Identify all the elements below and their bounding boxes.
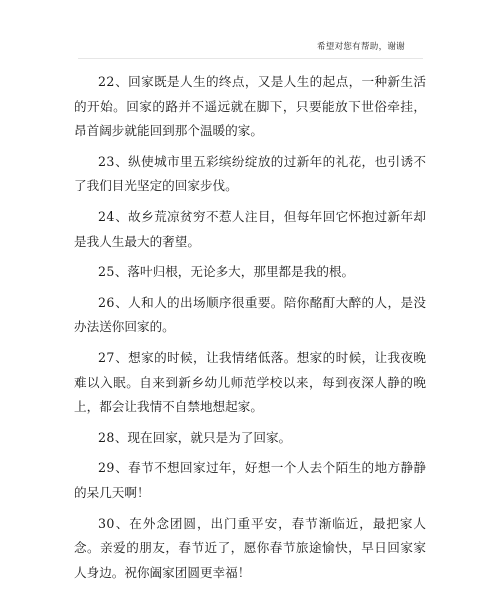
paragraph-28 <box>74 426 426 451</box>
paragraph-number: 25 <box>98 264 115 280</box>
paragraph-number: 24 <box>98 208 115 224</box>
paragraph-number: 28 <box>98 429 115 445</box>
paragraph-text: 、纵使城市里五彩缤纷绽放的过新年的礼花，也引诱不了我们目光坚定的回家步伐。 <box>74 153 426 194</box>
paragraph-27 <box>74 346 426 420</box>
paragraph-29 <box>74 456 426 505</box>
paragraph-25 <box>74 260 426 285</box>
paragraph-text: 、人和人的出场顺序很重要。陪你酩酊大醉的人，是没办法送你回家的。 <box>74 294 426 335</box>
document-body <box>74 70 426 591</box>
paragraph-number: 26 <box>98 294 115 310</box>
paragraph-number: 22 <box>98 74 115 89</box>
paragraph-text: 、回家既是人生的终点，又是人生的起点，一种新生活的开始。回家的路并不遥远就在脚下，只要能放下世俗牵挂，昂首阔步就能回到那个温暖的家。 <box>74 74 426 139</box>
header-note: 希望对您有帮助，谢谢 <box>316 42 405 52</box>
paragraph-number: 23 <box>98 153 115 169</box>
paragraph-number: 27 <box>98 349 115 365</box>
paragraph-23 <box>74 150 426 199</box>
paragraph-text: 、落叶归根，无论多大，那里都是我的根。 <box>114 264 355 280</box>
paragraph-30 <box>74 512 426 586</box>
paragraph-text: 、在外念团圆，出门重平安，春节渐临近，最把家人念。亲爱的朋友，春节近了，愿你春节旅途愉快，早日回家家人身边。祝你阖家团圆更幸福！ <box>74 515 426 580</box>
paragraph-24 <box>74 205 426 254</box>
paragraph-text: 、故乡荒凉贫穷不惹人注目，但每年回它怀抱过新年却是我人生最大的奢望。 <box>74 208 426 249</box>
header-divider <box>78 58 423 59</box>
paragraph-22 <box>74 70 426 144</box>
paragraph-text: 、现在回家，就只是为了回家。 <box>114 429 292 445</box>
paragraph-text: 、想家的时候，让我情绪低落。想家的时候，让我夜晚难以入眠。自来到新乡幼儿师范学校以来，每到夜深人静的晚上，都会让我情不自禁地想起家。 <box>74 349 426 415</box>
paragraph-number: 29 <box>98 460 115 476</box>
paragraph-text: 、春节不想回家过年，好想一个人去个陌生的地方静静的呆几天啊！ <box>74 460 426 500</box>
paragraph-number: 30 <box>98 515 115 531</box>
paragraph-26 <box>74 291 426 340</box>
